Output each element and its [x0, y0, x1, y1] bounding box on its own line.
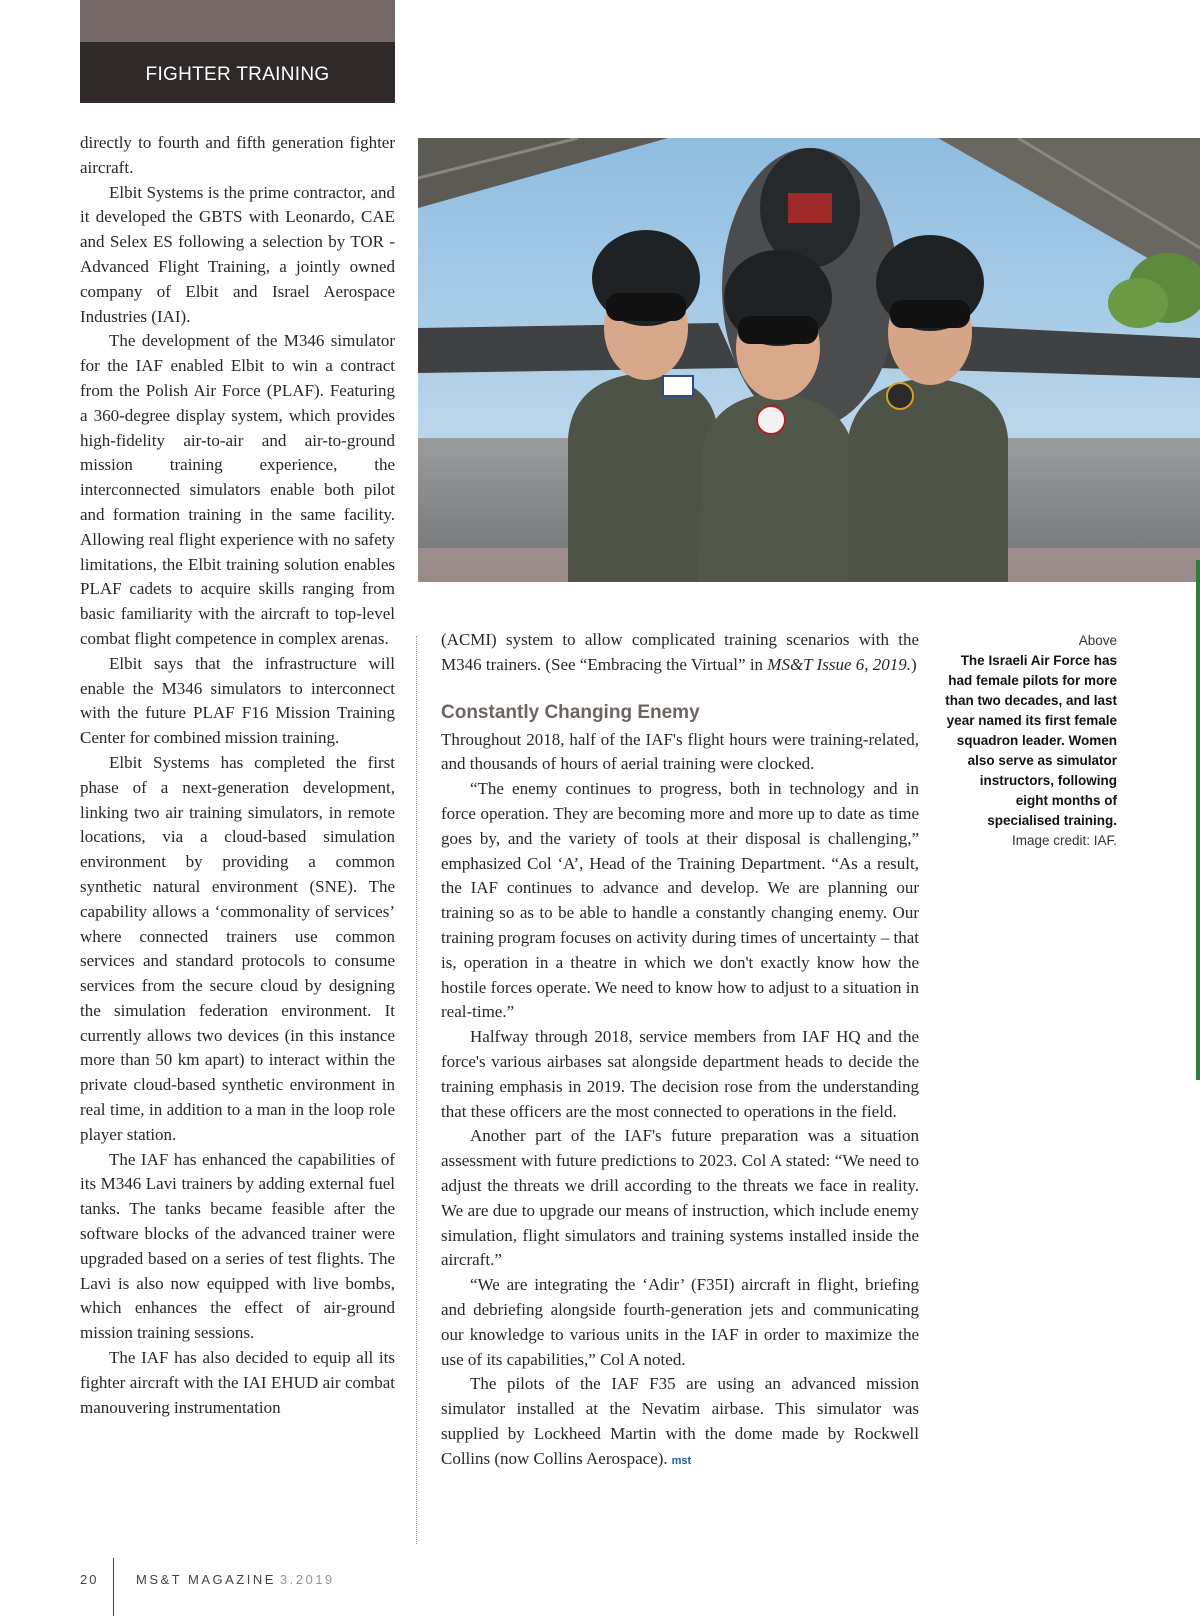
middle-column: [441, 628, 919, 1474]
intro-text: (ACMI) system to allow complicated training scenarios with the M346 trainers. (See “Embracing the Virtual” in: [441, 630, 919, 674]
issue-number: 3.2019: [279, 1572, 335, 1587]
paragraph: Another part of the IAF's future preparation was a situation assessment with future predictions to 2023. Col A stated: “We need to adjust the threats we drill according to the threats we face in reality. We are due to upgrade our means of instruction, which include enemy simulation, flight simulators and training systems installed inside the aircraft.”: [441, 1126, 919, 1270]
column-divider: [416, 636, 417, 1544]
paragraph: The development of the M346 simulator for the IAF enabled Elbit to win a contract from the Polish Air Force (PLAF). Featuring a 360-degree display system, which provides high-fidelity air-to-air and air-to-ground mission training experience, the interconnected simulators enable both pilot and formation training in the same facility. Allowing real flight experience with no safety limitations, the Elbit training solution enables PLAF cadets to acquire skills ranging from basic familiarity with the aircraft to top-level combat flight competence in complex arenas.: [80, 331, 395, 648]
section-header: [80, 42, 395, 103]
page-number: 20: [80, 1572, 99, 1587]
caption-credit: Image credit: IAF.: [1011, 833, 1117, 848]
paragraph: directly to fourth and fifth generation fighter aircraft.: [80, 133, 395, 177]
intro-paragraph: [441, 628, 919, 678]
pilots-photo: [418, 138, 1200, 582]
paragraph: The IAF has also decided to equip all its fighter aircraft with the IAI EHUD air combat manouvering instrumentation: [80, 1348, 395, 1417]
paragraph: Halfway through 2018, service members from IAF HQ and the force's various airbases sat alongside department heads to decide the training emphasis in 2019. The decision rose from the understanding that these officers are the most connected to operations in the field.: [441, 1027, 919, 1121]
last-paragraph: [441, 1372, 919, 1473]
intro-italic: MS&T Issue 6, 2019.: [767, 654, 912, 674]
caption-label: Above: [1078, 633, 1117, 648]
header-bar-top: [80, 0, 395, 42]
left-column: [80, 131, 395, 1420]
magazine-name: MS&T MAGAZINE: [136, 1572, 276, 1587]
paragraph: Throughout 2018, half of the IAF's flight hours were training-related, and thousands of hours of aerial training were clocked.: [441, 729, 919, 774]
subheading: Constantly Changing Enemy: [441, 701, 700, 723]
paragraph: Elbit Systems has completed the first phase of a next-generation development, linking two air training simulators, in remote locations, via a cloud-based simulation environment by providing a common synthetic natural environment (SNE). The capability allows a ‘commonality of services’ where connected trainers use common services and standard protocols to consume services from the secure cloud by designing the simulation federation environment. It currently allows two devices (in this instance more than 50 km apart) to interact within the private cloud-based synthetic environment in real time, in addition to a man in the loop role player station.: [80, 752, 395, 1144]
caption-body: The Israeli Air Force has had female pilots for more than two decades, and last year named its first female squadron leader. Women also serve as simulator instructors, following eight months of specialised training.: [945, 653, 1117, 828]
paragraph: “We are integrating the ‘Adir’ (F35I) aircraft in flight, briefing and debriefing alongside fourth-generation jets and communicating our knowledge to various units in the IAF in order to maximize the use of its capabilities,” Col A noted.: [441, 1275, 919, 1369]
paragraph: Elbit Systems is the prime contractor, and it developed the GBTS with Leonardo, CAE and Selex ES following a selection by TOR - Advanced Flight Training, a jointly owned company of Elbit and Israel Aerospace Industries (IAI).: [80, 182, 395, 326]
intro-close: ): [911, 654, 917, 674]
paragraph-text: The pilots of the IAF F35 are using an advanced mission simulator installed at the Nevatim airbase. This simulator was supplied by Lockheed Martin with the dome made by Rockwell Collins (now Collins Aerospace).: [441, 1374, 919, 1468]
end-mark: mst: [671, 1454, 692, 1467]
section-title: FIGHTER TRAINING: [145, 64, 330, 85]
photo-caption: [944, 631, 1117, 851]
paragraph: Elbit says that the infrastructure will enable the M346 simulators to interconnect with the future PLAF F16 Mission Training Center for combined mission training.: [80, 653, 395, 748]
paragraph: The IAF has enhanced the capabilities of its M346 Lavi trainers by adding external fuel tanks. The tanks became feasible after the software blocks of the advanced trainer were upgraded based on a series of test flights. The Lavi is also now equipped with live bombs, which enhances the effect of air-ground mission training sessions.: [80, 1149, 395, 1343]
page-edge-strip: [1196, 560, 1200, 1080]
footer-magazine: [136, 1572, 335, 1587]
paragraph: “The enemy continues to progress, both in technology and in force operation. They are becoming more and more up to date as time goes by, and the variety of tools at their disposal is challenging,” emphasized Col ‘A’, Head of the Training Department. “As a result, the IAF continues to advance and develop. We are planning our training so as to be able to handle a constantly changing enemy. Our training program focuses on activity during times of uncertainty – that is, operation in a theatre in which we don't exactly know how the hostile forces operate. We need to know how to adjust to a situation in real-time.”: [441, 779, 919, 1022]
footer-divider: [113, 1558, 114, 1616]
